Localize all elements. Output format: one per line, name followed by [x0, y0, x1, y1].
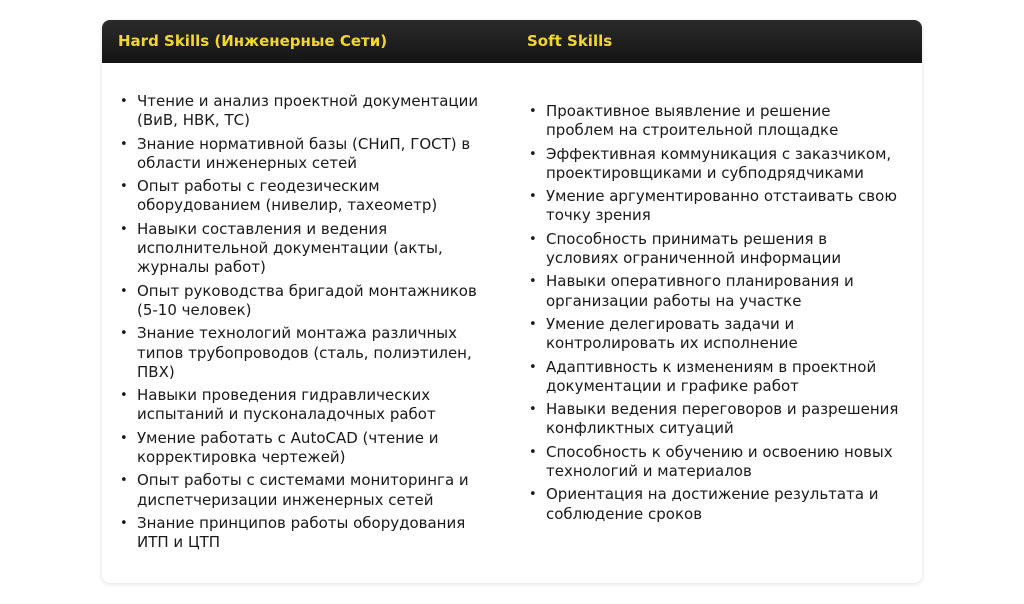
- list-item-text: Способность принимать решения в условиях ограниченной информации: [546, 229, 842, 268]
- bullet-icon: •: [529, 189, 537, 205]
- bullet-icon: •: [120, 388, 128, 404]
- list-item: [118, 177, 488, 216]
- list-item: [118, 514, 488, 553]
- list-item-text: Знание нормативной базы (СНиП, ГОСТ) в области инженерных сетей: [137, 134, 471, 172]
- bullet-icon: •: [529, 316, 537, 332]
- bullet-icon: •: [529, 359, 537, 375]
- list-item-text: Умение работать с AutoCAD (чтение и корректировка чертежей): [137, 428, 439, 467]
- bullet-icon: •: [120, 94, 128, 109]
- list-item-text: Опыт руководства бригадой монтажников (5-10 человек): [137, 281, 477, 319]
- list-item: [118, 220, 488, 278]
- soft-skills-list: [527, 102, 902, 524]
- list-item-text: Навыки составления и ведения исполнительной документации (акты, журналы работ): [137, 219, 443, 277]
- list-item-text: Навыки ведения переговоров и разрешения конфликтных ситуаций: [546, 400, 899, 438]
- bullet-icon: •: [529, 487, 537, 503]
- hard-skills-column: [118, 92, 488, 557]
- bullet-icon: •: [120, 430, 128, 446]
- hard-skills-list: [118, 92, 488, 553]
- list-item: [527, 187, 902, 226]
- skills-table: [102, 20, 922, 583]
- list-item-text: Знание принципов работы оборудования ИТП и ЦТП: [137, 513, 466, 552]
- list-item: [118, 324, 488, 382]
- list-item-text: Способность к обучению и освоению новых технологий и материалов: [546, 442, 893, 481]
- list-item: [118, 386, 488, 425]
- list-item: [527, 358, 902, 397]
- list-item-text: Знание технологий монтажа различных типов трубопроводов (сталь, полиэтилен, ПВХ): [137, 324, 472, 381]
- table-header: [102, 20, 922, 63]
- soft-skills-column: [527, 102, 902, 528]
- bullet-icon: •: [120, 221, 128, 237]
- bullet-icon: •: [120, 473, 128, 489]
- list-item-text: Адаптивность к изменениям в проектной документации и графике работ: [546, 357, 877, 395]
- bullet-icon: •: [529, 146, 537, 162]
- list-item: [527, 485, 902, 524]
- list-item-text: Проактивное выявление и решение проблем на строительной площадке: [546, 102, 839, 140]
- list-item-text: Чтение и анализ проектной документации (ВиВ, НВК, ТС): [137, 92, 479, 130]
- bullet-icon: •: [529, 274, 537, 290]
- list-item: [118, 429, 488, 468]
- hard-skills-title: Hard Skills (Инженерные Сети): [118, 32, 388, 50]
- list-item: [527, 230, 902, 269]
- list-item-text: Эффективная коммуникация с заказчиком, проектировщиками и субподрядчиками: [546, 144, 892, 182]
- list-item: [527, 145, 902, 184]
- list-item: [118, 471, 488, 510]
- list-item: [527, 315, 902, 354]
- bullet-icon: •: [120, 326, 128, 342]
- list-item: [527, 102, 902, 141]
- bullet-icon: •: [120, 179, 128, 195]
- bullet-icon: •: [529, 104, 537, 119]
- list-item-text: Навыки проведения гидравлических испытаний и пусконаладочных работ: [137, 386, 436, 424]
- bullet-icon: •: [120, 283, 128, 299]
- list-item: [118, 282, 488, 321]
- list-item-text: Опыт работы с системами мониторинга и диспетчеризации инженерных сетей: [137, 471, 469, 509]
- list-item-text: Навыки оперативного планирования и организации работы на участке: [546, 272, 854, 310]
- list-item: [527, 400, 902, 439]
- soft-skills-title: Soft Skills: [527, 32, 613, 50]
- list-item: [118, 92, 488, 131]
- list-item-text: Умение аргументированно отстаивать свою точку зрения: [546, 187, 897, 225]
- bullet-icon: •: [529, 231, 537, 247]
- list-item-text: Ориентация на достижение результата и соблюдение сроков: [546, 485, 879, 523]
- list-item: [527, 272, 902, 311]
- bullet-icon: •: [120, 136, 128, 152]
- list-item-text: Умение делегировать задачи и контролировать их исполнение: [546, 314, 798, 353]
- bullet-icon: •: [529, 444, 537, 460]
- bullet-icon: •: [120, 515, 128, 531]
- list-item: [527, 443, 902, 482]
- list-item: [118, 135, 488, 174]
- list-item-text: Опыт работы с геодезическим оборудованием (нивелир, тахеометр): [137, 177, 438, 215]
- bullet-icon: •: [529, 402, 537, 418]
